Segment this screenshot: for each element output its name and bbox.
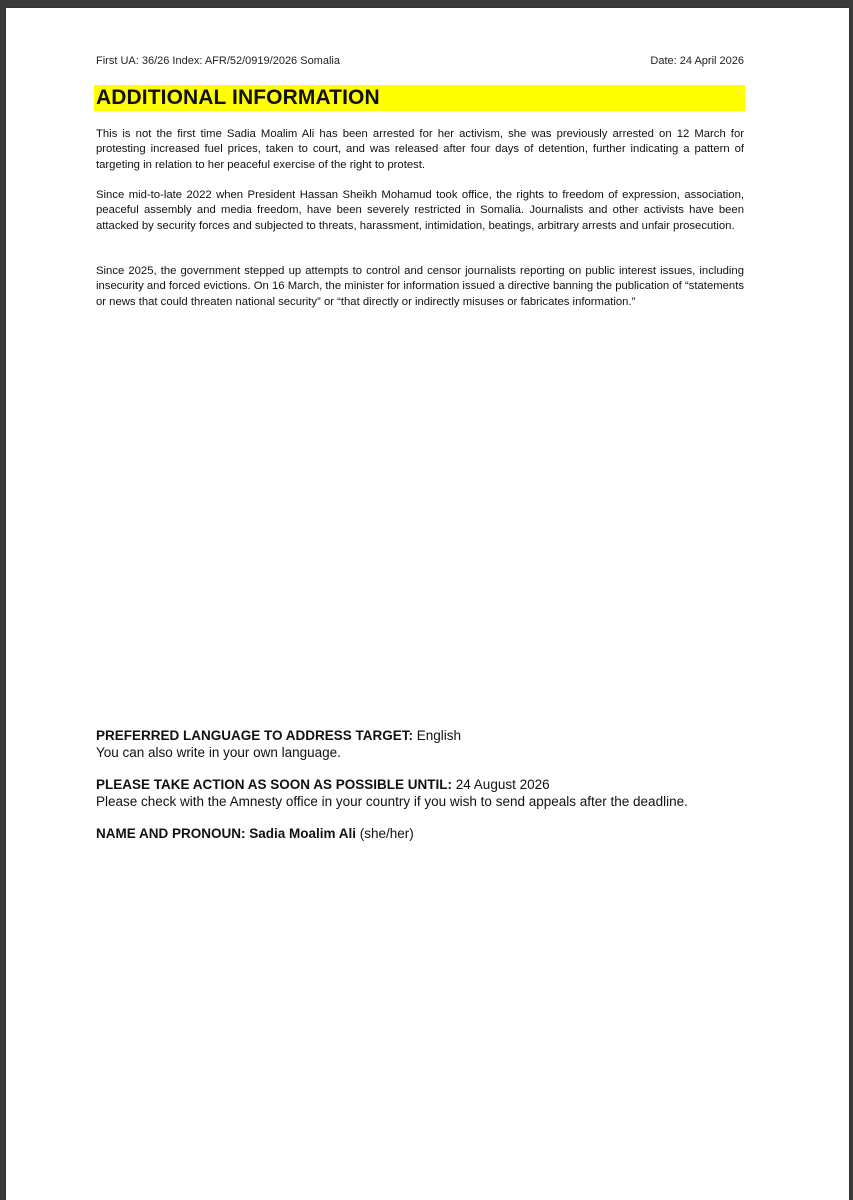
name-pronoun-line — [96, 826, 756, 843]
paragraph-3: Since 2025, the government stepped up attempts to control and censor journalists reporting on public interest issues, including insecurity and forced evictions. On 16 March, the minister for information issued a directive banning the publication of “statements or news that could threaten national security” or “that directly or indirectly misuses or fabricates information.” — [96, 265, 744, 308]
name-pronoun-label: NAME AND PRONOUN: — [96, 826, 250, 841]
action-deadline-block — [96, 777, 756, 810]
section-title: ADDITIONAL INFORMATION — [96, 86, 380, 109]
action-deadline-label: PLEASE TAKE ACTION AS SOON AS POSSIBLE UNTIL: — [96, 777, 453, 792]
section-title-highlight — [94, 85, 745, 111]
preferred-language-value: English — [413, 728, 462, 743]
name-value: Sadia Moalim Ali — [249, 826, 357, 841]
paragraph-2: Since mid-to-late 2022 when President Hassan Sheikh Mohamud took office, the rights to freedom of expression, association, peaceful assembly and media freedom, have been severely restricted in Somalia. Journalists and other activists have been attacked by security forces and subjected to threats, harassment, intimidation, beatings, arbitrary arrests and unfair prosecution. — [96, 189, 744, 232]
header-reference: First UA: 36/26 Index: AFR/52/0919/2026 Somalia — [96, 55, 340, 67]
preferred-language-block — [96, 728, 756, 761]
pronoun-value: (she/her) — [356, 826, 414, 841]
action-deadline-value: 24 August 2026 — [452, 777, 550, 792]
paragraph-1: This is not the first time Sadia Moalim Ali has been arrested for her activism, she was previously arrested on 12 March for protesting increased fuel prices, taken to court, and was released after four days of detention, further indicating a pattern of targeting in relation to her peaceful exercise of the right to protest. — [96, 128, 744, 171]
preferred-language-note: You can also write in your own language. — [96, 744, 341, 760]
preferred-language-line — [96, 728, 756, 745]
name-pronoun-block — [96, 826, 756, 843]
document-page — [6, 8, 849, 1200]
header-date: Date: 24 April 2026 — [650, 55, 744, 67]
action-deadline-line — [96, 777, 756, 794]
action-deadline-note: Please check with the Amnesty office in your country if you wish to send appeals after the deadline. — [96, 793, 688, 809]
preferred-language-label: PREFERRED LANGUAGE TO ADDRESS TARGET: — [96, 728, 414, 743]
